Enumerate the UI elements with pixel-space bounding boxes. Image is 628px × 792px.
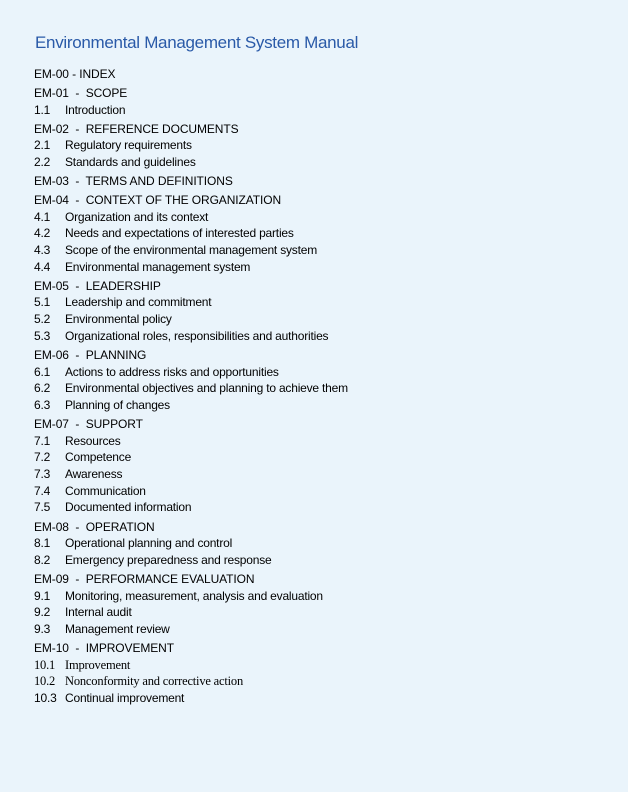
- table-of-contents: [34, 66, 614, 707]
- toc-item-number: 5.3: [34, 328, 51, 343]
- toc-item-label: Planning of changes: [65, 397, 170, 412]
- toc-item[interactable]: [34, 294, 614, 311]
- toc-item-number: 6.3: [34, 397, 51, 412]
- section-separator: -: [68, 174, 86, 189]
- toc-item-number: 7.3: [34, 467, 51, 482]
- section-heading[interactable]: [34, 347, 614, 364]
- section-separator: -: [68, 278, 86, 293]
- section-code: EM-07: [34, 417, 69, 432]
- section-code: EM-06: [34, 348, 69, 363]
- toc-item-label: Standards and guidelines: [65, 154, 196, 169]
- toc-item-number: 1.1: [34, 102, 51, 117]
- section-title: IMPROVEMENT: [85, 641, 174, 656]
- toc-item-label: Awareness: [65, 467, 123, 482]
- toc-item-label: Improvement: [65, 657, 131, 672]
- page-title: Environmental Management System Manual: [35, 33, 359, 52]
- toc-item-label: Continual improvement: [65, 691, 185, 706]
- section-title: SCOPE: [85, 86, 128, 100]
- toc-item-number: 10.3: [34, 691, 57, 706]
- toc-item[interactable]: [34, 154, 614, 171]
- toc-item[interactable]: [34, 364, 614, 381]
- toc-item-label: Environmental management system: [65, 259, 251, 274]
- section-separator: -: [68, 67, 80, 81]
- toc-item-number: 9.3: [34, 621, 51, 636]
- section-separator: -: [68, 86, 86, 100]
- section-title: OPERATION: [85, 519, 155, 534]
- toc-item-label: Scope of the environmental management system: [65, 243, 318, 258]
- toc-item-label: Environmental policy: [65, 312, 172, 327]
- toc-item-label: Leadership and commitment: [65, 295, 212, 310]
- section-code: EM-01: [34, 86, 69, 100]
- toc-item-label: Environmental objectives and planning to achieve them: [65, 381, 348, 396]
- section-code: EM-08: [34, 519, 69, 534]
- section-title: PLANNING: [85, 348, 147, 363]
- toc-item[interactable]: [34, 466, 614, 483]
- toc-item-number: 4.1: [34, 209, 51, 224]
- section-heading[interactable]: [34, 121, 614, 138]
- section-separator: -: [68, 572, 86, 587]
- section-code: EM-05: [34, 278, 69, 293]
- section-title: TERMS AND DEFINITIONS: [85, 174, 233, 189]
- section-heading[interactable]: [34, 173, 614, 190]
- section-heading[interactable]: [34, 66, 614, 83]
- toc-item-number: 10.1: [34, 657, 56, 672]
- toc-item[interactable]: [34, 242, 614, 259]
- toc-item-number: 6.2: [34, 381, 51, 396]
- toc-item-label: Documented information: [65, 500, 192, 515]
- toc-item-number: 4.3: [34, 243, 51, 258]
- toc-item-label: Organization and its context: [65, 209, 209, 224]
- section-heading[interactable]: [34, 278, 614, 295]
- toc-item-label: Regulatory requirements: [65, 138, 192, 153]
- toc-item-number: 8.1: [34, 536, 51, 551]
- toc-item-number: 2.1: [34, 138, 51, 153]
- toc-item-label: Emergency preparedness and response: [65, 552, 272, 567]
- section-code: EM-09: [34, 572, 69, 587]
- toc-item[interactable]: [34, 397, 614, 414]
- toc-item-label: Operational planning and control: [65, 536, 233, 551]
- toc-item-number: 10.2: [34, 674, 56, 689]
- toc-item-label: Communication: [65, 483, 146, 498]
- toc-item-label: Resources: [65, 433, 121, 448]
- section-code: EM-02: [34, 121, 69, 136]
- toc-item[interactable]: [34, 433, 614, 450]
- toc-item[interactable]: [34, 483, 614, 500]
- toc-item[interactable]: [34, 209, 614, 226]
- section-separator: -: [68, 417, 86, 432]
- section-heading[interactable]: [34, 85, 614, 102]
- section-heading[interactable]: [34, 640, 614, 657]
- toc-item-label: Nonconformity and corrective action: [65, 674, 243, 689]
- toc-item-number: 7.2: [34, 450, 51, 465]
- toc-item-number: 5.2: [34, 312, 51, 327]
- section-heading[interactable]: [34, 571, 614, 588]
- toc-item[interactable]: [34, 690, 614, 707]
- section-title: CONTEXT OF THE ORGANIZATION: [85, 193, 282, 208]
- section-code: EM-04: [34, 193, 69, 208]
- toc-item[interactable]: [34, 380, 614, 397]
- toc-item-number: 2.2: [34, 154, 51, 169]
- toc-item[interactable]: [34, 311, 614, 328]
- toc-item[interactable]: [34, 604, 614, 621]
- section-title: INDEX: [79, 67, 116, 81]
- toc-item-label: Organizational roles, responsibilities and authorities: [65, 328, 329, 343]
- toc-item-label: Management review: [65, 621, 170, 636]
- section-separator: -: [68, 121, 86, 136]
- section-title: SUPPORT: [85, 417, 143, 432]
- toc-item[interactable]: [34, 657, 614, 674]
- section-separator: -: [68, 193, 86, 208]
- toc-item-number: 5.1: [34, 295, 51, 310]
- toc-item-label: Monitoring, measurement, analysis and evaluation: [65, 588, 323, 603]
- toc-item-label: Internal audit: [65, 605, 132, 620]
- toc-item[interactable]: [34, 328, 614, 345]
- section-heading[interactable]: [34, 519, 614, 536]
- toc-item-label: Actions to address risks and opportunities: [65, 364, 279, 379]
- section-separator: -: [68, 641, 86, 656]
- toc-item-number: 7.5: [34, 500, 51, 515]
- section-code: EM-10: [34, 641, 69, 656]
- toc-item-number: 4.4: [34, 259, 51, 274]
- toc-item[interactable]: [34, 449, 614, 466]
- section-separator: -: [68, 519, 86, 534]
- toc-item[interactable]: [34, 259, 614, 276]
- toc-item-number: 6.1: [34, 364, 51, 379]
- toc-item[interactable]: [34, 552, 614, 569]
- section-code: EM-03: [34, 174, 69, 189]
- section-code: EM-00: [34, 67, 69, 81]
- section-heading[interactable]: [34, 416, 614, 433]
- section-heading[interactable]: [34, 192, 614, 209]
- toc-item[interactable]: [34, 225, 614, 242]
- toc-item[interactable]: [34, 673, 614, 690]
- toc-item-number: 8.2: [34, 552, 51, 567]
- toc-item[interactable]: [34, 102, 614, 119]
- section-separator: -: [68, 348, 86, 363]
- toc-item-number: 7.1: [34, 433, 51, 448]
- toc-item[interactable]: [34, 621, 614, 638]
- toc-item-number: 7.4: [34, 483, 51, 498]
- toc-item-label: Introduction: [65, 102, 126, 117]
- toc-item-label: Competence: [65, 450, 132, 465]
- toc-item[interactable]: [34, 499, 614, 516]
- toc-item-number: 9.1: [34, 588, 51, 603]
- toc-item[interactable]: [34, 137, 614, 154]
- section-title: LEADERSHIP: [85, 278, 161, 293]
- toc-item[interactable]: [34, 535, 614, 552]
- section-title: PERFORMANCE EVALUATION: [85, 572, 255, 587]
- toc-item-number: 9.2: [34, 605, 51, 620]
- section-title: REFERENCE DOCUMENTS: [85, 121, 239, 136]
- toc-item-number: 4.2: [34, 226, 51, 241]
- toc-item[interactable]: [34, 588, 614, 605]
- toc-item-label: Needs and expectations of interested parties: [65, 226, 294, 241]
